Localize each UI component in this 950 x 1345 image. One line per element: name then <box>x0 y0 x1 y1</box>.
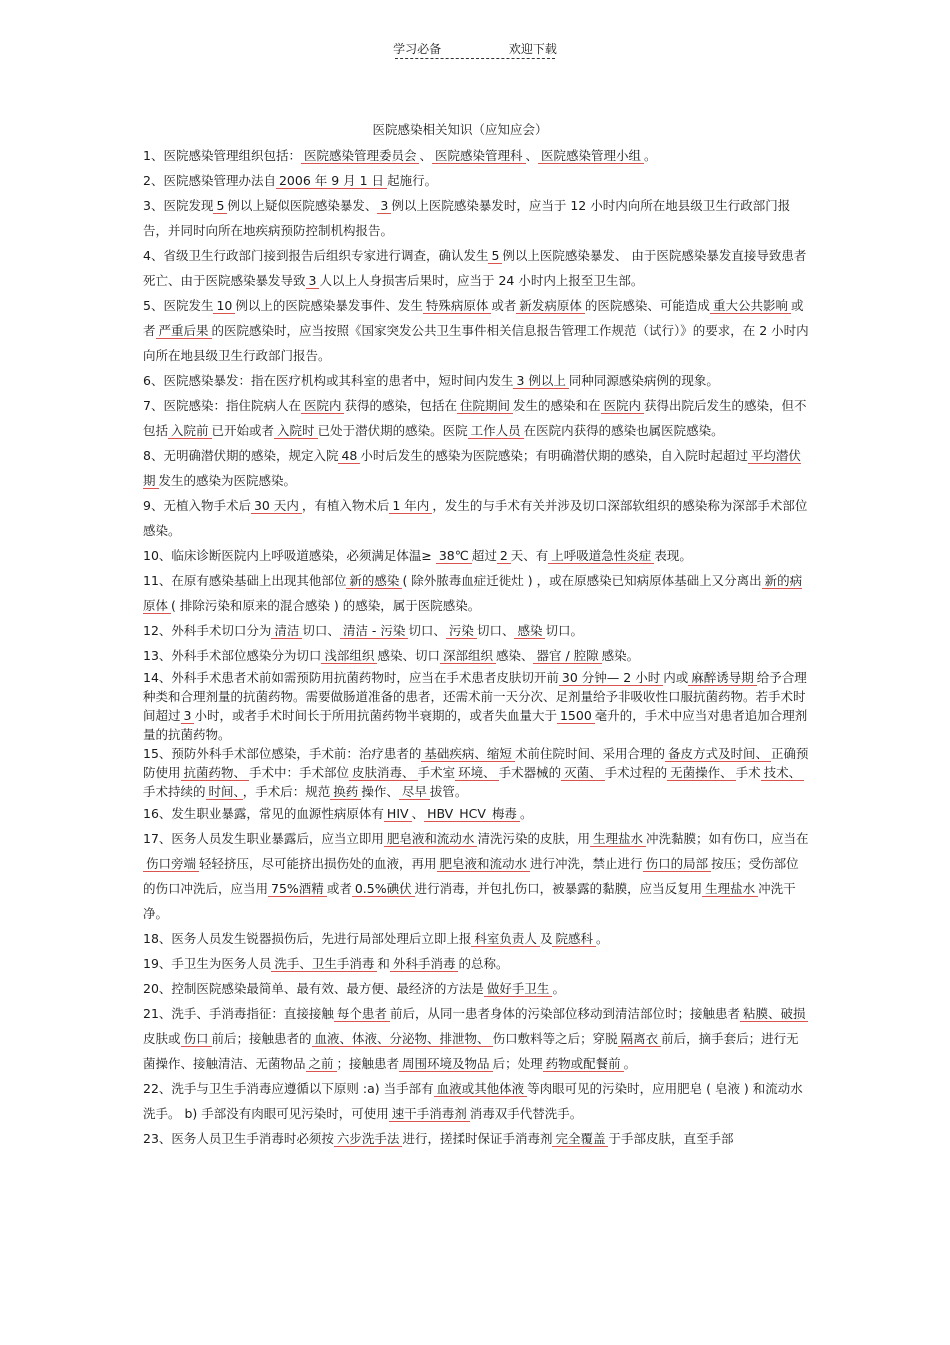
question-text: 或者 <box>491 298 517 313</box>
answer-blank: 1 年内 <box>389 498 432 514</box>
question-text: 在医院内获得的感染也属医院感染。 <box>523 423 724 438</box>
question-text: 发生的感染和在 <box>513 398 601 413</box>
question-text: 或者 <box>326 881 352 896</box>
question-text: 小时后发生的感染为医院感染；有明确潜伏期的感染，自入院时起超过 <box>360 448 748 463</box>
answer-blank: 时间、 <box>206 784 243 800</box>
question-text: 小时，或者手术时间长于所用抗菌药物半衰期的，或者失血量大于 <box>194 708 557 723</box>
document-title: 医院感染相关知识（应知应会） <box>372 122 548 137</box>
question-item <box>143 243 811 293</box>
answer-blank: 每个患者 <box>334 1006 390 1022</box>
question-text: 感染。 <box>601 648 640 663</box>
question-text: 例以上的医院感染暴发事件、发生 <box>235 298 423 313</box>
question-item <box>143 744 811 801</box>
question-text: 10、临床诊断医院内上呼吸道感染，必须满足体温≥ <box>143 548 436 563</box>
question-text: 内或 <box>663 670 689 685</box>
answer-blank: 浅部组织 <box>321 648 377 664</box>
question-item <box>143 826 811 926</box>
answer-blank: 上呼吸道急性炎症 <box>548 548 654 564</box>
answer-blank: 0.5%碘伏 <box>352 881 415 897</box>
answer-blank: 深部组织 <box>440 648 496 664</box>
question-text: 已处于潜伏期的感染。医院 <box>317 423 468 438</box>
question-text: ( 除外脓毒血症迁徙灶 ) ，或在原感染已知病原体基础上又分离出 <box>402 573 762 588</box>
question-text: 。 <box>644 148 657 163</box>
answer-blank: 清洁 - 污染 <box>340 623 408 639</box>
answer-blank: 3 <box>377 198 391 214</box>
question-item <box>143 168 811 193</box>
question-text: 感染、切口 <box>377 648 440 663</box>
answer-blank: 肥皂液和流动水 <box>384 831 478 847</box>
question-text: 2、医院感染管理办法自 <box>143 173 276 188</box>
answer-blank: 抗菌药物、 <box>181 765 250 781</box>
question-item <box>143 1076 811 1126</box>
answer-blank: 入院时 <box>274 423 318 439</box>
question-text: 消毒双手代替洗手。 <box>469 1106 583 1121</box>
question-text: 11、在原有感染基础上出现其他部位 <box>143 573 347 588</box>
question-text: ，手术后：规范 <box>242 784 331 799</box>
answer-blank: 10 <box>213 298 235 314</box>
question-text: 天、有 <box>510 548 549 563</box>
question-text: 手术持续的 <box>143 784 206 799</box>
answer-blank: 技术、 <box>761 765 805 781</box>
answer-blank: 完全覆盖 <box>552 1131 608 1147</box>
answer-blank: 尽早 <box>399 784 430 800</box>
question-text: 例以上疑似医院感染暴发、 <box>227 198 378 213</box>
question-text: 15、预防外科手术部位感染，手术前：治疗患者的 <box>143 746 422 761</box>
question-text: 伤口敷料等之后；穿脱 <box>492 1031 618 1046</box>
answer-blank: 新的病原体 <box>143 573 803 613</box>
question-text: 术前住院时间、采用合理的 <box>514 746 665 761</box>
answer-blank: 5 <box>213 198 227 214</box>
answer-blank: 备皮方式及时间、 <box>665 746 771 762</box>
question-text: 14、外科手术患者术前如需预防用抗菌药物时，应当在手术患者皮肤切开前 <box>143 670 559 685</box>
question-item <box>143 643 811 668</box>
question-text: 22、洗手与卫生手消毒应遵循以下原则 :a) 当手部有 <box>143 1081 434 1096</box>
question-text: 前后，从同一患者身体的污染部位移动到清洁部位时；接触患者 <box>389 1006 740 1021</box>
answer-blank: 入院前 <box>168 423 212 439</box>
question-text: 21、洗手、手消毒指征：直接接触 <box>143 1006 334 1021</box>
answer-blank: 医院内 <box>301 398 345 414</box>
question-text: 人以上人身损害后果时，应当于 24 小时内上报至卫生部。 <box>319 273 644 288</box>
answer-blank: 新发病原体 <box>516 298 585 314</box>
question-text: 20、控制医院感染最简单、最有效、最方便、最经济的方法是 <box>143 981 484 996</box>
answer-blank: 换药 <box>330 784 361 800</box>
question-text: 感染、 <box>495 648 534 663</box>
answer-blank: 5 <box>488 248 502 264</box>
question-text: ，发生的与手术有关并涉及切口深部软组织的感染称为深部手术部位感染。 <box>143 498 808 538</box>
question-text: 获得的感染，包括在 <box>344 398 457 413</box>
question-item <box>143 293 811 368</box>
answer-blank: 住院期间 <box>457 398 513 414</box>
question-text: 正确预防使用 <box>143 746 809 780</box>
question-text: 后；处理 <box>492 1056 543 1071</box>
question-text: 同种同源感染病例的现象。 <box>568 373 719 388</box>
question-text: 进行，搓揉时保证手消毒剂 <box>402 1131 553 1146</box>
answer-blank: 灭菌、 <box>561 765 605 781</box>
answer-blank: 特殊病原体 <box>423 298 492 314</box>
answer-blank: 麻醉诱导期 <box>688 670 757 686</box>
question-item <box>143 1001 811 1076</box>
answer-blank: 院感科 <box>552 931 596 947</box>
question-text: 、 <box>411 806 425 821</box>
answer-blank: 血液或其他体液 <box>434 1081 528 1097</box>
question-text: 16、发生职业暴露，常见的血源性病原体有 <box>143 806 384 821</box>
answer-blank: 器官 / 腔隙 <box>533 648 601 664</box>
question-text: 例以上医院感染暴发、 由于医院感染暴发直接导致患者死亡、由于医院感染暴发导致 <box>143 248 807 288</box>
answer-blank: 之前 <box>306 1056 337 1072</box>
answer-blank: 工作人员 <box>468 423 524 439</box>
question-text: 5、医院发生 <box>143 298 214 313</box>
question-text: 给予合理种类和合理剂量的抗菌药物。需要做肠道准备的患者，还需术前一天分次、足剂量给予非吸收性口服抗菌药物。若手术时间超过 <box>143 670 807 723</box>
question-item <box>143 926 811 951</box>
question-text: 和 <box>377 956 390 971</box>
question-text: ；接触患者 <box>336 1056 400 1071</box>
question-text: 操作、 <box>361 784 399 799</box>
question-text: 皮肤或 <box>143 1031 181 1046</box>
answer-blank: 生理盐水 <box>590 831 646 847</box>
question-text: 4、省级卫生行政部门接到报告后组织专家进行调查，确认发生 <box>143 248 489 263</box>
answer-blank: 基础疾病、缩短 <box>421 746 515 762</box>
answer-blank: 生理盐水 <box>702 881 758 897</box>
answer-blank: 外科手消毒 <box>390 956 459 972</box>
question-text: 毫升的，手术中应当对患者追加合理剂量的抗菌药物。 <box>143 708 808 742</box>
question-item <box>143 1126 811 1151</box>
question-text: 清洗污染的皮肤，用 <box>477 831 590 846</box>
question-text: 13、外科手术部位感染分为切口 <box>143 648 322 663</box>
question-text: 冲洗干净。 <box>143 881 796 921</box>
question-text: 获得出院后发生的感染，但不包括 <box>143 398 807 438</box>
question-text: 的医院感染时，应当按照《国家突发公共卫生事件相关信息报告管理工作规范（试行）》的要求，在 2 小时内向所在地县级卫生行政部门报告。 <box>143 323 809 363</box>
answer-blank: HBV <box>424 806 456 822</box>
question-text: 23、医务人员卫生手消毒时必须按 <box>143 1131 334 1146</box>
question-list <box>143 143 811 1151</box>
page-header <box>0 40 950 57</box>
question-text: 等肉眼可见的污染时，应用肥皂 ( 皂液 ) 和流动水洗手。 b) 手部没有肉眼可见污染时，可使用 <box>143 1081 803 1121</box>
answer-blank: 伤口的局部 <box>643 856 712 872</box>
question-item <box>143 493 811 543</box>
question-text: 例以上医院感染暴发时，应当于 12 小时内向所在地县级卫生行政部门报告，并同时向所在地疾病预防控制机构报告。 <box>143 198 791 238</box>
header-divider <box>395 58 555 59</box>
question-text: 。 <box>623 1056 637 1071</box>
header-right-text: 欢迎下载 <box>508 42 557 56</box>
question-text: 进行冲洗，禁止进行 <box>530 856 643 871</box>
question-text: 按压；受伤部位的伤口冲洗后，应当用 <box>143 856 799 896</box>
answer-blank: 感染 <box>514 623 545 639</box>
answer-blank: 75%酒精 <box>268 881 327 897</box>
answer-blank: 肥皂液和流动水 <box>437 856 531 872</box>
answer-blank: HCV <box>456 806 489 822</box>
question-item <box>143 143 811 168</box>
answer-blank: 伤口 <box>181 1031 212 1047</box>
question-item <box>143 543 811 568</box>
question-text: 19、手卫生为医务人员 <box>143 956 272 971</box>
question-text: 超过 <box>471 548 497 563</box>
question-text: 、 <box>525 148 539 163</box>
question-text: 。 <box>552 981 565 996</box>
question-text: 9、无植入物手术后 <box>143 498 251 513</box>
header-left-text: 学习必备 <box>393 42 442 56</box>
question-item <box>143 976 811 1001</box>
answer-blank: HIV <box>384 806 412 822</box>
question-text: 冲洗黏膜；如有伤口，应当在 <box>645 831 809 846</box>
question-item <box>143 368 811 393</box>
question-text: 3、医院发现 <box>143 198 214 213</box>
question-text: 的总称。 <box>458 956 509 971</box>
answer-blank: 医院感染管理委员会 <box>301 148 420 164</box>
question-text: 已开始或者 <box>211 423 275 438</box>
question-text: 切口、 <box>476 623 515 638</box>
question-item <box>143 951 811 976</box>
question-text: 发生的感染为医院感染。 <box>158 473 297 488</box>
question-text: 或者 <box>143 298 804 338</box>
question-item <box>143 568 811 618</box>
question-item <box>143 393 811 443</box>
answer-blank: 2006 年 9 月 1 日 <box>276 173 387 189</box>
answer-blank: 药物或配餐前 <box>543 1056 624 1072</box>
question-text: 拔管。 <box>429 784 468 799</box>
answer-blank: 做好手卫生 <box>484 981 553 997</box>
answer-blank: 30 天内 <box>251 498 302 514</box>
answer-blank: 六步洗手法 <box>334 1131 403 1147</box>
question-text: 12、外科手术切口分为 <box>143 623 272 638</box>
answer-blank: 平均潜伏期 <box>143 448 801 488</box>
answer-blank: 血液、体液、分泌物、排泄物、 <box>312 1031 493 1047</box>
answer-blank: 隔离衣 <box>618 1031 662 1047</box>
answer-blank: 3 <box>181 708 195 724</box>
question-text: 起施行。 <box>387 173 438 188</box>
answer-blank: 梅毒 <box>489 806 520 822</box>
answer-blank: 严重后果 <box>156 323 212 339</box>
answer-blank: 48 <box>338 448 360 464</box>
answer-blank: 皮肤消毒、 <box>349 765 418 781</box>
answer-blank: 30 分钟— 2 小时 <box>559 670 663 686</box>
question-text: 。 <box>519 806 533 821</box>
answer-blank: 2 <box>497 548 511 564</box>
answer-blank: 新的感染 <box>346 573 402 589</box>
question-item <box>143 801 811 826</box>
answer-blank: 医院内 <box>601 398 645 414</box>
question-text: 手术中：手术部位 <box>249 765 350 780</box>
question-text: ( 排除污染和原来的混合感染 ) 的感染，属于医院感染。 <box>171 598 481 613</box>
question-text: 手术 <box>735 765 761 780</box>
answer-blank: 清洁 <box>271 623 302 639</box>
answer-blank: 周围环境及物品 <box>399 1056 493 1072</box>
question-text: 进行消毒，并包扎伤口，被暴露的黏膜，应当反复用 <box>414 881 703 896</box>
question-text: 。 <box>595 931 609 946</box>
answer-blank: 无菌操作、 <box>667 765 736 781</box>
answer-blank: 医院感染管理科 <box>432 148 526 164</box>
answer-blank: 38℃ <box>436 548 472 564</box>
question-item <box>143 668 811 744</box>
answer-blank: 3 <box>306 273 320 289</box>
question-text: ，有植入物术后 <box>301 498 390 513</box>
question-text: 1、医院感染管理组织包括： <box>143 148 301 163</box>
question-item <box>143 193 811 243</box>
answer-blank: 重大公共影响 <box>710 298 791 314</box>
answer-blank: 速干手消毒剂 <box>389 1106 470 1122</box>
question-text: 切口、 <box>302 623 340 638</box>
question-text: 及 <box>539 931 553 946</box>
question-text: 的医院感染、可能造成 <box>584 298 710 313</box>
question-text: 6、医院感染暴发：指在医疗机构或其科室的患者中，短时间内发生 <box>143 373 514 388</box>
question-text: 8、无明确潜伏期的感染，规定入院 <box>143 448 339 463</box>
answer-blank: 科室负责人 <box>471 931 540 947</box>
question-text: 7、医院感染：指住院病人在 <box>143 398 301 413</box>
answer-blank: 3 例以上 <box>513 373 568 389</box>
question-text: 轻轻挤压，尽可能挤出损伤处的血液，再用 <box>199 856 437 871</box>
answer-blank: 粘膜、破损 <box>740 1006 809 1022</box>
question-text: 切口。 <box>545 623 583 638</box>
question-text: 手术器械的 <box>498 765 562 780</box>
question-text: 切口、 <box>408 623 446 638</box>
question-text: 手术过程的 <box>604 765 668 780</box>
answer-blank: 环境、 <box>455 765 499 781</box>
answer-blank: 污染 <box>446 623 477 639</box>
question-item <box>143 443 811 493</box>
question-text: 17、医务人员发生职业暴露后，应当立即用 <box>143 831 384 846</box>
question-text: 前后；接触患者的 <box>211 1031 312 1046</box>
question-text: 前后，摘手套后；进行无菌操作、接触清洁、无菌物品 <box>143 1031 799 1071</box>
question-text: 18、医务人员发生锐器损伤后，先进行局部处理后立即上报 <box>143 931 472 946</box>
question-text: 、 <box>419 148 432 163</box>
question-text: 表现。 <box>654 548 692 563</box>
answer-blank: 伤口旁端 <box>143 856 199 872</box>
question-text: 手术室 <box>417 765 456 780</box>
answer-blank: 医院感染管理小组 <box>538 148 644 164</box>
question-item <box>143 618 811 643</box>
answer-blank: 1500 <box>557 708 595 724</box>
question-text: 于手部皮肤，直至手部 <box>608 1131 734 1146</box>
answer-blank: 洗手、卫生手消毒 <box>271 956 377 972</box>
